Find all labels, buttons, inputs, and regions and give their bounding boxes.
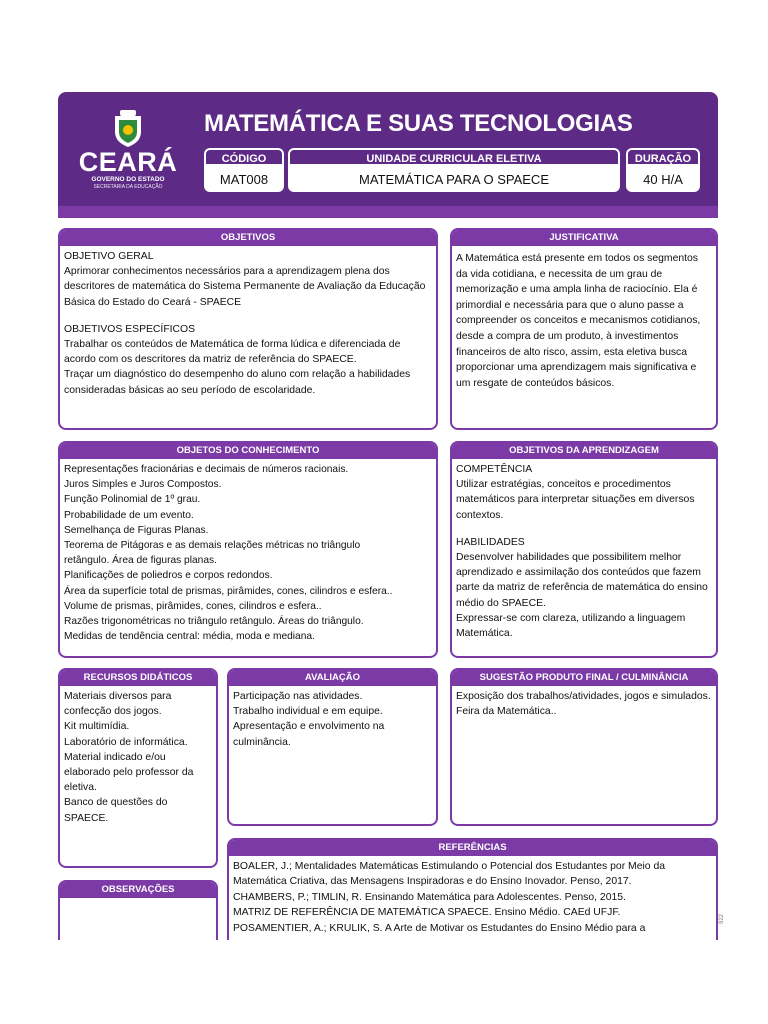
conhecimento-item: Probabilidade de um evento. [64, 509, 194, 521]
objetivo-geral-text: Aprimorar conhecimentos necessários para a aprendizagem plena dos descritores de matemática do Sistema Permanente de Avaliação da Educação Básica do Estado do Ceará - SPAECE [64, 266, 426, 308]
avaliacao-heading: AVALIAÇÃO [229, 670, 436, 686]
referencia-item: CHAMBERS, P.; TIMLIN, R. Ensinando Matemática para Adolescentes. Penso, 2015. [233, 891, 626, 903]
competencia-title: COMPETÊNCIA [456, 464, 533, 475]
conhecimento-heading: OBJETOS DO CONHECIMENTO [60, 443, 436, 459]
habilidades-2: Expressar-se com clareza, utilizando a linguagem Matemática. [456, 612, 686, 640]
conhecimento-item: Volume de prismas, pirâmides, cones, cilindros e esfera.. [64, 600, 322, 612]
conhecimento-panel [58, 441, 438, 658]
recursos-panel [58, 668, 218, 868]
referencias-heading: REFERÊNCIAS [229, 840, 716, 856]
aprendizagem-heading: OBJETIVOS DA APRENDIZAGEM [452, 443, 716, 459]
page-bottom-margin [0, 940, 768, 1024]
conhecimento-item: Planificações de poliedros e corpos redondos. [64, 570, 273, 582]
recursos-item: Banco de questões do SPAECE. [64, 797, 168, 824]
unidade-value: MATEMÁTICA PARA O SPAECE [288, 166, 620, 192]
objetivos-panel [58, 228, 438, 430]
recursos-item: Kit multimídia. [64, 721, 130, 733]
justificativa-text: A Matemática está presente em todos os segmentos da vida cotidiana, e necessita de um grau de memorização e uma ampla linha de raciocínio. Ela é primordial e necessária para que o aluno passe a compreender os conceitos e mecanismos cotidianos, desde a compra de um produto, à investimentos financeiros de alto risco, assim, esta eletiva busca proporcionar uma aprendizagem mais significativa e um resgate de conteúdos básicos. [456, 253, 701, 389]
objetivos-especificos-1: Trabalhar os conteúdos de Matemática de forma lúdica e diferenciada de acordo com os descritores da matriz de referência do SPAECE. [64, 339, 401, 366]
sugestao-item: Exposição dos trabalhos/atividades, jogos e simulados. [456, 691, 711, 702]
side-mark: 922 [719, 913, 725, 924]
duracao-label: DURAÇÃO [626, 148, 700, 166]
avaliacao-item: Apresentação e envolvimento na culminância. [233, 721, 385, 748]
recursos-item: Laboratório de informática. [64, 736, 188, 748]
conhecimento-item: Representações fracionárias e decimais de números racionais. [64, 464, 349, 475]
conhecimento-item: Função Polinomial de 1º grau. [64, 494, 201, 506]
referencia-item: POSAMENTIER, A.; KRULIK, S. A Arte de Motivar os Estudantes do Ensino Médio para a [233, 922, 646, 934]
recursos-item: Materiais diversos para confecção dos jogos. [64, 691, 172, 718]
conhecimento-item: Razões trigonométricas no triângulo retângulo. Áreas do triângulo. [64, 616, 364, 628]
header-band [58, 206, 718, 218]
conhecimento-item: Área da superfície total de prismas, pirâmides, cones, cilindros e esfera.. [64, 585, 393, 597]
logo-line2: SECRETARIA DA EDUCAÇÃO [93, 184, 163, 190]
referencia-item: BOALER, J.; Mentalidades Matemáticas Estimulando o Potencial dos Estudantes por Meio da Matemática Criativa, das Mensagens Inspiradoras e do Ensino Inovador. Penso, 2017. [233, 861, 666, 888]
recursos-heading: RECURSOS DIDÁTICOS [60, 670, 216, 686]
objetivos-heading: OBJETIVOS [60, 230, 436, 246]
sugestao-heading: SUGESTÃO PRODUTO FINAL / CULMINÂNCIA [452, 670, 716, 686]
codigo-label: CÓDIGO [204, 148, 284, 166]
objetivo-geral-title: OBJETIVO GERAL [64, 251, 154, 262]
logo-line1: GOVERNO DO ESTADO [91, 176, 165, 183]
conhecimento-item: Teorema de Pitágoras e as demais relações métricas no triângulo [64, 540, 361, 552]
page-title: MATEMÁTICA E SUAS TECNOLOGIAS [204, 110, 633, 137]
conhecimento-item: Medidas de tendência central: média, moda e mediana. [64, 631, 315, 643]
competencia-text: Utilizar estratégias, conceitos e procedimentos matemáticos para interpretar situações em diversos contextos. [456, 479, 695, 521]
aprendizagem-panel [450, 441, 718, 658]
referencias-panel [227, 838, 718, 948]
logo-state: CEARÁ [78, 147, 178, 177]
conhecimento-item: Semelhança de Figuras Planas. [64, 524, 209, 536]
avaliacao-panel [227, 668, 438, 826]
ceara-logo [72, 108, 184, 202]
conhecimento-item: Juros Simples e Juros Compostos. [64, 479, 222, 491]
avaliacao-item: Participação nas atividades. [233, 691, 363, 702]
recursos-item: Material indicado e/ou elaborado pelo professor da eletiva. [64, 751, 194, 794]
codigo-value: MAT008 [204, 166, 284, 192]
unidade-label: UNIDADE CURRICULAR ELETIVA [288, 148, 620, 166]
objetivos-especificos-2: Traçar um diagnóstico do desempenho do aluno com relação a habilidades consideradas básicas ao seu período de escolaridade. [64, 369, 411, 396]
duracao-value: 40 H/A [626, 166, 700, 192]
sugestao-panel [450, 668, 718, 826]
conhecimento-item: retângulo. Área de figuras planas. [64, 555, 217, 567]
justificativa-heading: JUSTIFICATIVA [452, 230, 716, 246]
sugestao-item: Feira da Matemática.. [456, 706, 557, 718]
justificativa-panel [450, 228, 718, 430]
avaliacao-item: Trabalho individual e em equipe. [233, 706, 383, 718]
coat-of-arms-icon [111, 108, 145, 148]
observacoes-heading: OBSERVAÇÕES [60, 882, 216, 898]
referencia-item: MATRIZ DE REFERÊNCIA DE MATEMÁTICA SPAECE. Ensino Médio. CAEd UFJF. [233, 907, 621, 919]
observacoes-panel [58, 880, 218, 948]
habilidades-title: HABILIDADES [456, 536, 525, 548]
habilidades-1: Desenvolver habilidades que possibilitem melhor aprendizado e assimilação dos conteúdos que fazem parte da matriz de referência de matemática do ensino médio do SPAECE. [456, 552, 708, 609]
objetivos-especificos-title: OBJETIVOS ESPECÍFICOS [64, 323, 196, 335]
